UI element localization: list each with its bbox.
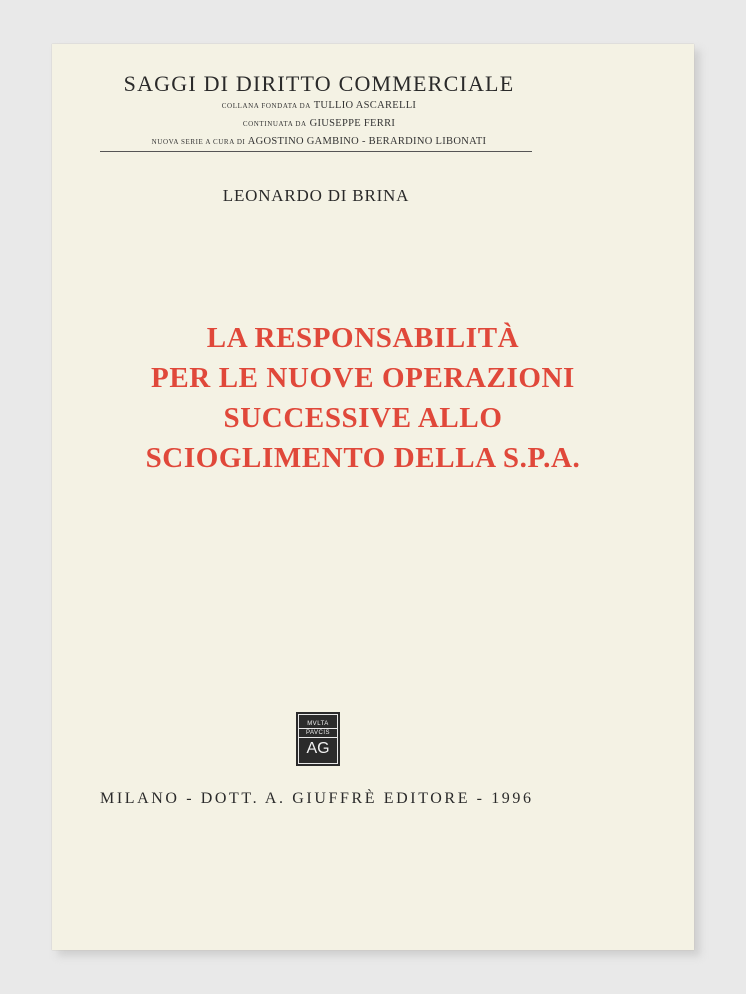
title-line: SUCCESSIVE ALLO [223, 402, 503, 434]
book-cover [52, 44, 694, 950]
series-founder-name: TULLIO ASCARELLI [313, 100, 417, 111]
publisher-line: MILANO - DOTT. A. GIUFFRÈ EDITORE - 1996 [100, 790, 534, 807]
series-founder-prefix: COLLANA FONDATA DA [221, 102, 311, 110]
book-title [52, 318, 694, 478]
logo-text-top: MVLTA [299, 720, 337, 729]
series-continuer-prefix: CONTINUATA DA [242, 120, 307, 128]
series-editors-line [103, 136, 535, 147]
series-continuer-line [103, 118, 535, 129]
author-name: LEONARDO DI BRINA [222, 186, 410, 205]
title-line: PER LE NUOVE OPERAZIONI [151, 362, 575, 394]
logo-text-middle: PAVCIS [299, 729, 337, 738]
title-line: LA RESPONSABILITÀ [206, 322, 520, 354]
series-founder-line [103, 100, 535, 111]
series-editors-prefix: NUOVA SERIE A CURA DI [151, 138, 246, 146]
series-continuer-name: GIUSEPPE FERRI [309, 118, 396, 129]
series-title: SAGGI DI DIRITTO COMMERCIALE [123, 71, 515, 96]
series-editors-names: AGOSTINO GAMBINO - BERARDINO LIBONATI [247, 136, 487, 147]
logo-monogram: AG [306, 739, 330, 757]
publisher-logo [296, 712, 340, 766]
title-line: SCIOGLIMENTO DELLA S.P.A. [145, 442, 581, 474]
divider-rule [100, 151, 532, 152]
